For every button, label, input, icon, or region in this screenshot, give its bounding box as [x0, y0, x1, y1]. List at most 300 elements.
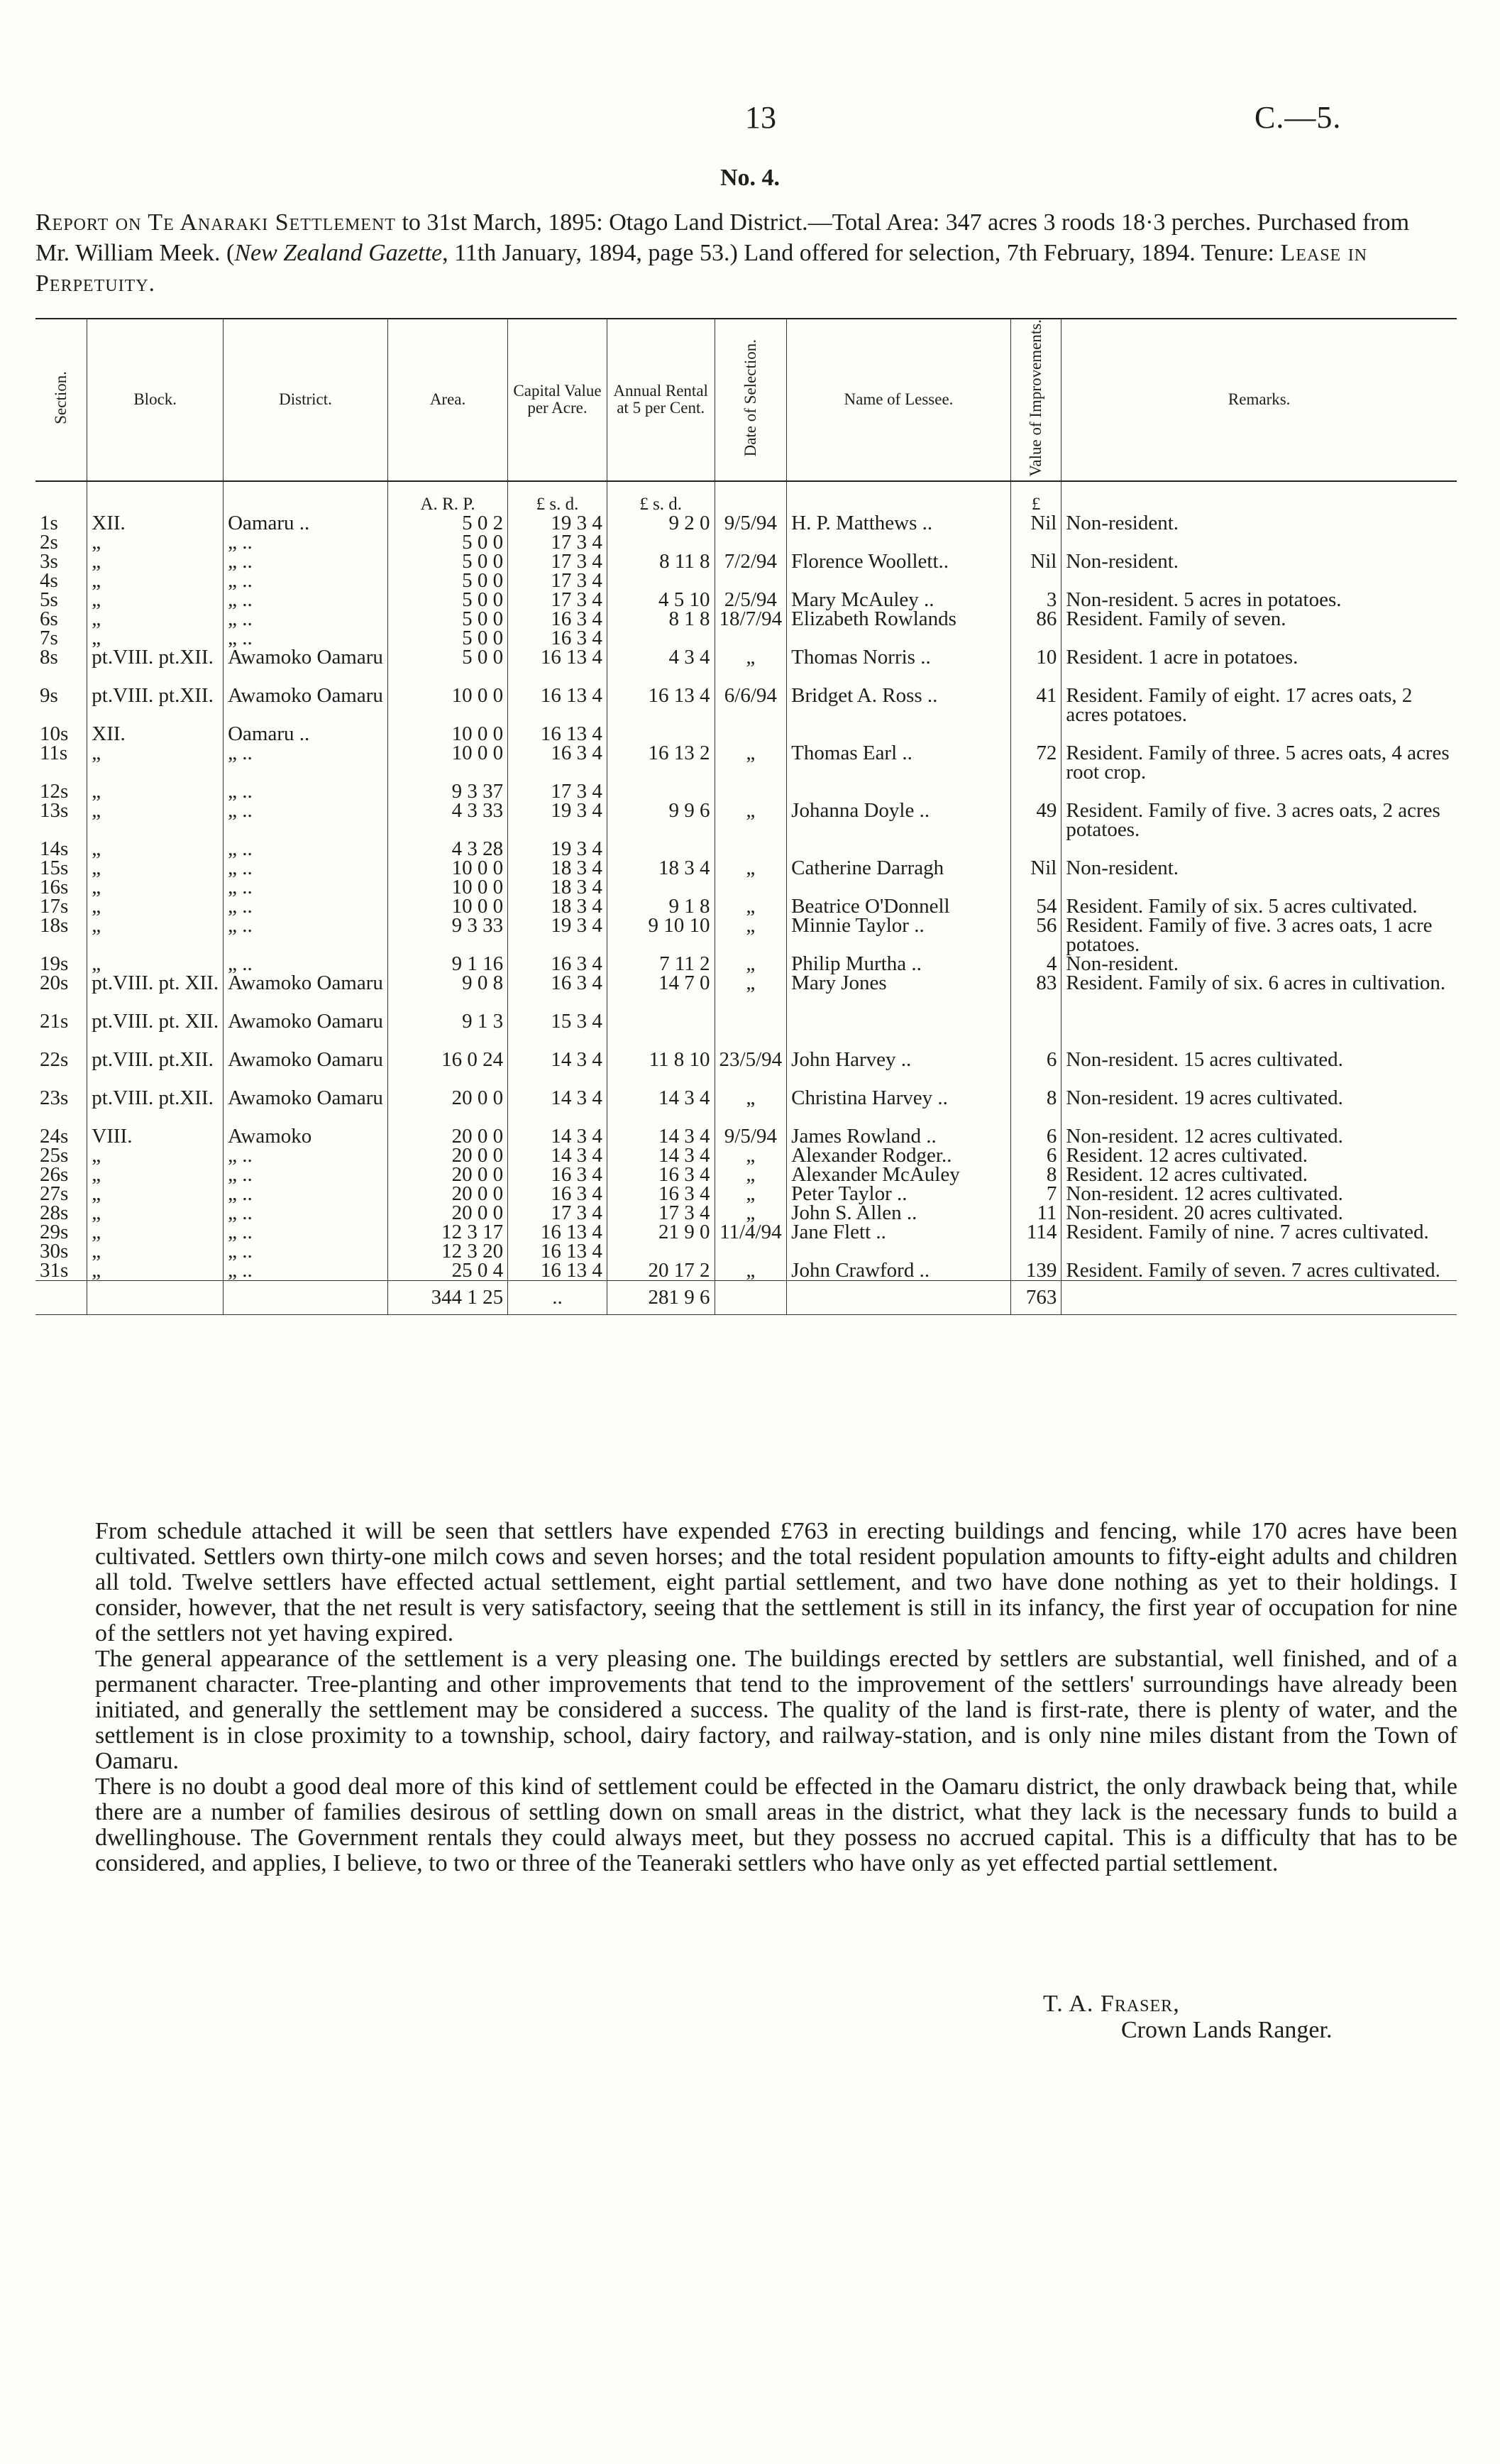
document-code: C.—5.: [1254, 100, 1342, 135]
area-cell: 9 1 16: [387, 955, 507, 974]
heading-text-2: , 11th January, 1894, page 53.) Land offered for selection, 7th February, 1894. Tenure:: [442, 240, 1281, 266]
date-cell: [715, 629, 787, 648]
table-header-row: [35, 319, 1457, 481]
rental-cell: 20 17 2: [607, 1261, 715, 1281]
lessee-cell: Alexander Rodger..: [787, 1146, 1011, 1165]
section-cell: 27s: [40, 1182, 69, 1205]
units-rental: £ s. d.: [607, 481, 715, 514]
district-cell: Awamoko Oamaru: [224, 686, 388, 725]
district-cell: „ ..: [224, 1261, 388, 1281]
block-cell: pt.VIII. pt.XII.: [87, 1050, 224, 1089]
section-cell: 12s: [40, 779, 69, 803]
rental-cell: [607, 878, 715, 897]
rental-cell: 11 8 10: [607, 1050, 715, 1089]
area-cell: 20 0 0: [387, 1165, 507, 1184]
improvements-cell: 56: [1010, 916, 1061, 955]
block-cell: „: [87, 629, 224, 648]
section-cell: 10s: [40, 722, 69, 745]
rental-cell: [607, 1242, 715, 1261]
date-cell: [715, 1012, 787, 1050]
block-cell: „: [87, 955, 224, 974]
improvements-cell: 10: [1010, 648, 1061, 686]
section-cell: 4s: [40, 568, 58, 592]
section-cell: 31s: [40, 1258, 69, 1282]
capital-value-cell: 19 3 4: [508, 840, 607, 859]
area-cell: 10 0 0: [387, 878, 507, 897]
area-cell: 20 0 0: [387, 1184, 507, 1204]
rental-cell: 8 11 8: [607, 552, 715, 571]
capital-value-cell: 16 13 4: [508, 1223, 607, 1242]
rental-cell: 9 9 6: [607, 801, 715, 840]
area-cell: 10 0 0: [387, 686, 507, 725]
date-cell: 18/7/94: [715, 610, 787, 629]
area-cell: 5 0 0: [387, 610, 507, 629]
header-capital-value: Capital Value per Acre.: [508, 319, 607, 481]
rental-cell: 4 5 10: [607, 590, 715, 610]
district-cell: Awamoko Oamaru: [224, 1012, 388, 1050]
lessee-cell: Beatrice O'Donnell: [787, 897, 1011, 916]
date-cell: „: [715, 1261, 787, 1281]
table-row: [35, 782, 1457, 801]
lessee-cell: [787, 840, 1011, 859]
capital-value-cell: 15 3 4: [508, 1012, 607, 1050]
date-cell: „: [715, 859, 787, 878]
header-annual-rental: Annual Rental at 5 per Cent.: [607, 319, 715, 481]
improvements-cell: 83: [1010, 974, 1061, 1012]
improvements-cell: 3: [1010, 590, 1061, 610]
district-cell: „ ..: [224, 840, 388, 859]
lessee-cell: Mary Jones: [787, 974, 1011, 1012]
table-row: [35, 552, 1457, 571]
date-cell: [715, 571, 787, 590]
lessee-cell: Peter Taylor ..: [787, 1184, 1011, 1204]
area-cell: 20 0 0: [387, 1089, 507, 1127]
rental-cell: 16 13 2: [607, 744, 715, 782]
block-cell: „: [87, 552, 224, 571]
table-row: [35, 1261, 1457, 1281]
capital-value-cell: 17 3 4: [508, 782, 607, 801]
section-cell: 17s: [40, 894, 69, 918]
table-row: [35, 1050, 1457, 1089]
capital-value-cell: 18 3 4: [508, 897, 607, 916]
rental-cell: 21 9 0: [607, 1223, 715, 1242]
section-cell: 16s: [40, 875, 69, 898]
district-cell: Oamaru ..: [224, 725, 388, 744]
section-cell: 6s: [40, 607, 58, 630]
table-row: [35, 648, 1457, 686]
district-cell: „ ..: [224, 571, 388, 590]
area-cell: 9 3 37: [387, 782, 507, 801]
rental-cell: 4 3 4: [607, 648, 715, 686]
remarks-cell: Non-resident.: [1061, 514, 1457, 533]
block-cell: „: [87, 610, 224, 629]
capital-value-cell: 16 3 4: [508, 629, 607, 648]
district-cell: Awamoko Oamaru: [224, 648, 388, 686]
district-cell: Oamaru ..: [224, 514, 388, 533]
header-block: Block.: [87, 319, 224, 481]
capital-value-cell: 17 3 4: [508, 533, 607, 552]
area-cell: 16 0 24: [387, 1050, 507, 1089]
lessee-cell: Bridget A. Ross ..: [787, 686, 1011, 725]
date-cell: [715, 725, 787, 744]
remarks-cell: [1061, 1012, 1457, 1050]
header-area: Area.: [387, 319, 507, 481]
section-cell: 29s: [40, 1220, 69, 1243]
table-row: [35, 571, 1457, 590]
table-row: [35, 1089, 1457, 1127]
section-cell: 26s: [40, 1162, 69, 1186]
area-cell: 5 0 0: [387, 590, 507, 610]
lessee-cell: Minnie Taylor ..: [787, 916, 1011, 955]
district-cell: „ ..: [224, 916, 388, 955]
area-cell: 12 3 20: [387, 1242, 507, 1261]
paragraph: There is no doubt a good deal more of this kind of settlement could be effected in the Oamaru district, the only drawback being that, while there are a number of families desirous of settling down on small areas in the district, what they lack is the necessary funds to build a dwellinghouse. The Government rentals they could always meet, but they possess no accrued capital. This is a difficulty that has to be considered, and applies, I believe, to two or three of the Teaneraki settlers who have only as yet effected partial settlement.: [95, 1773, 1457, 1876]
area-cell: 25 0 4: [387, 1261, 507, 1281]
remarks-cell: [1061, 629, 1457, 648]
area-cell: 9 0 8: [387, 974, 507, 1012]
improvements-cell: 49: [1010, 801, 1061, 840]
lessee-cell: [787, 1012, 1011, 1050]
capital-value-cell: 16 3 4: [508, 744, 607, 782]
table-row: [35, 974, 1457, 1012]
block-cell: „: [87, 1165, 224, 1184]
block-cell: pt.VIII. pt.XII.: [87, 686, 224, 725]
date-cell: „: [715, 955, 787, 974]
improvements-cell: [1010, 1012, 1061, 1050]
remarks-cell: Resident. Family of seven. 7 acres cultivated.: [1061, 1261, 1457, 1281]
block-cell: „: [87, 1223, 224, 1242]
remarks-cell: [1061, 725, 1457, 744]
table-row: [35, 533, 1457, 552]
date-cell: [715, 878, 787, 897]
improvements-cell: 41: [1010, 686, 1061, 725]
district-cell: „ ..: [224, 878, 388, 897]
lessee-cell: John S. Allen ..: [787, 1204, 1011, 1223]
district-cell: „ ..: [224, 552, 388, 571]
table-row: [35, 1012, 1457, 1050]
district-cell: „ ..: [224, 590, 388, 610]
district-cell: „ ..: [224, 1223, 388, 1242]
block-cell: XII.: [87, 514, 224, 533]
heading-tenure: Lease in Perpetuity.: [35, 240, 1368, 297]
table-row: [35, 610, 1457, 629]
remarks-cell: Resident. Family of nine. 7 acres cultivated.: [1061, 1223, 1457, 1242]
block-cell: „: [87, 533, 224, 552]
rental-cell: 9 10 10: [607, 916, 715, 955]
date-cell: „: [715, 974, 787, 1012]
block-cell: „: [87, 744, 224, 782]
area-cell: 20 0 0: [387, 1127, 507, 1146]
table-row: [35, 1127, 1457, 1146]
rental-cell: 16 3 4: [607, 1165, 715, 1184]
section-cell: 25s: [40, 1143, 69, 1167]
lessee-cell: Thomas Norris ..: [787, 648, 1011, 686]
improvements-cell: 139: [1010, 1261, 1061, 1281]
section-cell: 20s: [40, 971, 69, 994]
header-district: District.: [224, 319, 388, 481]
total-rental: 281 9 6: [607, 1280, 715, 1314]
rental-cell: 16 13 4: [607, 686, 715, 725]
block-cell: pt.VIII. pt.XII.: [87, 648, 224, 686]
improvements-cell: 6: [1010, 1127, 1061, 1146]
total-improvements: 763: [1010, 1280, 1061, 1314]
lessee-cell: Florence Woollett..: [787, 552, 1011, 571]
improvements-cell: [1010, 878, 1061, 897]
area-cell: 5 0 0: [387, 629, 507, 648]
block-cell: „: [87, 878, 224, 897]
improvements-cell: 11: [1010, 1204, 1061, 1223]
remarks-cell: Resident. Family of eight. 17 acres oats, 2 acres potatoes.: [1061, 686, 1457, 725]
rental-cell: [607, 725, 715, 744]
improvements-cell: 6: [1010, 1050, 1061, 1089]
totals-row: [35, 1280, 1457, 1314]
table-row: [35, 1184, 1457, 1204]
lessee-cell: [787, 533, 1011, 552]
date-cell: 23/5/94: [715, 1050, 787, 1089]
area-cell: 10 0 0: [387, 897, 507, 916]
report-body: [95, 1519, 1457, 1876]
section-cell: 21s: [40, 1009, 69, 1033]
lessee-cell: Mary McAuley ..: [787, 590, 1011, 610]
remarks-cell: Resident. Family of six. 5 acres cultivated.: [1061, 897, 1457, 916]
date-cell: „: [715, 1089, 787, 1127]
lessee-cell: Catherine Darragh: [787, 859, 1011, 878]
block-cell: „: [87, 916, 224, 955]
lessee-cell: Jane Flett ..: [787, 1223, 1011, 1242]
remarks-cell: Non-resident. 19 acres cultivated.: [1061, 1089, 1457, 1127]
table-row: [35, 1223, 1457, 1242]
improvements-cell: [1010, 782, 1061, 801]
lessee-cell: [787, 782, 1011, 801]
rental-cell: 9 2 0: [607, 514, 715, 533]
rental-cell: [607, 533, 715, 552]
district-cell: Awamoko: [224, 1127, 388, 1146]
improvements-cell: Nil: [1010, 514, 1061, 533]
date-cell: „: [715, 1184, 787, 1204]
block-cell: pt.VIII. pt. XII.: [87, 974, 224, 1012]
rental-cell: 18 3 4: [607, 859, 715, 878]
district-cell: Awamoko Oamaru: [224, 1050, 388, 1089]
table-row: [35, 629, 1457, 648]
lessee-cell: Thomas Earl ..: [787, 744, 1011, 782]
remarks-cell: Resident. Family of three. 5 acres oats, 4 acres root crop.: [1061, 744, 1457, 782]
rental-cell: [607, 782, 715, 801]
lessee-cell: James Rowland ..: [787, 1127, 1011, 1146]
improvements-cell: [1010, 629, 1061, 648]
lessee-cell: John Harvey ..: [787, 1050, 1011, 1089]
district-cell: „ ..: [224, 1184, 388, 1204]
area-cell: 10 0 0: [387, 744, 507, 782]
lessee-cell: [787, 571, 1011, 590]
remarks-cell: Non-resident. 20 acres cultivated.: [1061, 1204, 1457, 1223]
block-cell: VIII.: [87, 1127, 224, 1146]
district-cell: „ ..: [224, 744, 388, 782]
rental-cell: [607, 840, 715, 859]
remarks-cell: [1061, 1242, 1457, 1261]
settlement-schedule-table: [35, 318, 1457, 1315]
table-row: [35, 1242, 1457, 1261]
remarks-cell: Resident. Family of seven.: [1061, 610, 1457, 629]
block-cell: pt.VIII. pt.XII.: [87, 1089, 224, 1127]
section-cell: 24s: [40, 1124, 69, 1148]
lessee-cell: Alexander McAuley: [787, 1165, 1011, 1184]
remarks-cell: Non-resident.: [1061, 859, 1457, 878]
capital-value-cell: 16 13 4: [508, 725, 607, 744]
district-cell: „ ..: [224, 859, 388, 878]
lessee-cell: H. P. Matthews ..: [787, 514, 1011, 533]
date-cell: [715, 533, 787, 552]
remarks-cell: [1061, 533, 1457, 552]
district-cell: „ ..: [224, 897, 388, 916]
district-cell: „ ..: [224, 610, 388, 629]
lessee-cell: [787, 629, 1011, 648]
rental-cell: [607, 1012, 715, 1050]
improvements-cell: Nil: [1010, 859, 1061, 878]
date-cell: [715, 1242, 787, 1261]
remarks-cell: Resident. 12 acres cultivated.: [1061, 1165, 1457, 1184]
improvements-cell: [1010, 725, 1061, 744]
remarks-cell: [1061, 782, 1457, 801]
block-cell: „: [87, 859, 224, 878]
district-cell: „ ..: [224, 801, 388, 840]
date-cell: 9/5/94: [715, 1127, 787, 1146]
table-row: [35, 840, 1457, 859]
capital-value-cell: 16 13 4: [508, 1261, 607, 1281]
header-remarks: Remarks.: [1061, 319, 1457, 481]
district-cell: „ ..: [224, 782, 388, 801]
remarks-cell: [1061, 840, 1457, 859]
section-cell: 8s: [40, 645, 58, 669]
district-cell: Awamoko Oamaru: [224, 1089, 388, 1127]
table-row: [35, 1204, 1457, 1223]
table-row: [35, 514, 1457, 533]
table-row: [35, 744, 1457, 782]
capital-value-cell: 19 3 4: [508, 916, 607, 955]
capital-value-cell: 14 3 4: [508, 1050, 607, 1089]
date-cell: 2/5/94: [715, 590, 787, 610]
table-row: [35, 1146, 1457, 1165]
table-row: [35, 897, 1457, 916]
remarks-cell: Non-resident. 5 acres in potatoes.: [1061, 590, 1457, 610]
area-cell: 9 1 3: [387, 1012, 507, 1050]
table-row: [35, 686, 1457, 725]
district-cell: „ ..: [224, 1146, 388, 1165]
improvements-cell: 54: [1010, 897, 1061, 916]
date-cell: „: [715, 916, 787, 955]
rental-cell: 14 3 4: [607, 1089, 715, 1127]
lessee-cell: [787, 725, 1011, 744]
date-cell: „: [715, 1165, 787, 1184]
lessee-cell: John Crawford ..: [787, 1261, 1011, 1281]
lessee-cell: Elizabeth Rowlands: [787, 610, 1011, 629]
report-number: No. 4.: [720, 165, 781, 191]
total-capital: ..: [508, 1280, 607, 1314]
area-cell: 12 3 17: [387, 1223, 507, 1242]
improvements-cell: 114: [1010, 1223, 1061, 1242]
capital-value-cell: 16 3 4: [508, 955, 607, 974]
table-row: [35, 725, 1457, 744]
area-cell: 4 3 28: [387, 840, 507, 859]
lessee-cell: Christina Harvey ..: [787, 1089, 1011, 1127]
table-row: [35, 590, 1457, 610]
improvements-cell: [1010, 571, 1061, 590]
improvements-cell: [1010, 1242, 1061, 1261]
section-cell: 11s: [40, 741, 68, 764]
rental-cell: 14 7 0: [607, 974, 715, 1012]
capital-value-cell: 16 3 4: [508, 610, 607, 629]
remarks-cell: Resident. Family of six. 6 acres in cultivation.: [1061, 974, 1457, 1012]
block-cell: „: [87, 897, 224, 916]
remarks-cell: Non-resident. 12 acres cultivated.: [1061, 1184, 1457, 1204]
capital-value-cell: 17 3 4: [508, 571, 607, 590]
header-improvements: Value of Improvements.: [1010, 319, 1061, 481]
block-cell: „: [87, 1204, 224, 1223]
district-cell: „ ..: [224, 629, 388, 648]
section-cell: 2s: [40, 530, 58, 554]
capital-value-cell: 14 3 4: [508, 1127, 607, 1146]
units-row: [35, 481, 1457, 514]
area-cell: 20 0 0: [387, 1204, 507, 1223]
district-cell: „ ..: [224, 1204, 388, 1223]
improvements-cell: 4: [1010, 955, 1061, 974]
table-row: [35, 1165, 1457, 1184]
paragraph: The general appearance of the settlement is a very pleasing one. The buildings erected by settlers are substantial, well finished, and of a permanent character. Tree-planting and other improvements that tend to the improvement of the settlers' surroundings have already been initiated, and generally the settlement may be considered a success. The quality of the land is first-rate, there is plenty of water, and the settlement is in close proximity to a township, school, dairy factory, and railway-station, and is only nine miles distant from the Town of Oamaru.: [95, 1646, 1457, 1774]
area-cell: 10 0 0: [387, 725, 507, 744]
lessee-cell: Philip Murtha ..: [787, 955, 1011, 974]
rental-cell: [607, 571, 715, 590]
area-cell: 5 0 0: [387, 533, 507, 552]
date-cell: [715, 840, 787, 859]
table-row: [35, 878, 1457, 897]
capital-value-cell: 16 3 4: [508, 974, 607, 1012]
date-cell: [715, 782, 787, 801]
section-cell: 18s: [40, 913, 69, 937]
paragraph: From schedule attached it will be seen that settlers have expended £763 in erecting buildings and fencing, while 170 acres have been cultivated. Settlers own thirty-one milch cows and seven horses; and the total resident population amounts to fifty-eight adults and children all told. Twelve settlers have effected actual settlement, eight partial settlement, and two have done nothing as yet to their holdings. I consider, however, that the net result is very satisfactory, seeing that the settlement is still in its infancy, the first year of occupation for nine of the settlers not yet having expired.: [95, 1518, 1457, 1646]
section-cell: 15s: [40, 856, 69, 879]
district-cell: „ ..: [224, 533, 388, 552]
table-row: [35, 916, 1457, 955]
section-cell: 28s: [40, 1201, 69, 1224]
header-lessee: Name of Lessee.: [787, 319, 1011, 481]
improvements-cell: [1010, 840, 1061, 859]
total-area: 344 1 25: [387, 1280, 507, 1314]
area-cell: 9 3 33: [387, 916, 507, 955]
header-date-of-selection: Date of Selection.: [715, 319, 787, 481]
capital-value-cell: 17 3 4: [508, 590, 607, 610]
table-row: [35, 801, 1457, 840]
remarks-cell: Non-resident. 15 acres cultivated.: [1061, 1050, 1457, 1089]
rental-cell: [607, 629, 715, 648]
heading-text-1: to 31st March, 1895: Otago Land District.—Total Area: 347 acres 3 roods 18·3 perches. Purchased from Mr. William Meek. (: [35, 209, 1410, 266]
improvements-cell: 6: [1010, 1146, 1061, 1165]
improvements-cell: 8: [1010, 1165, 1061, 1184]
capital-value-cell: 14 3 4: [508, 1146, 607, 1165]
improvements-cell: 72: [1010, 744, 1061, 782]
area-cell: 5 0 0: [387, 648, 507, 686]
area-cell: 4 3 33: [387, 801, 507, 840]
block-cell: „: [87, 801, 224, 840]
district-cell: „ ..: [224, 955, 388, 974]
table-row: [35, 955, 1457, 974]
improvements-cell: 7: [1010, 1184, 1061, 1204]
capital-value-cell: 19 3 4: [508, 801, 607, 840]
block-cell: „: [87, 782, 224, 801]
date-cell: „: [715, 1146, 787, 1165]
heading-title: Report on Te Anaraki Settlement: [35, 209, 396, 236]
capital-value-cell: 16 3 4: [508, 1165, 607, 1184]
remarks-cell: Resident. 12 acres cultivated.: [1061, 1146, 1457, 1165]
remarks-cell: Non-resident.: [1061, 552, 1457, 571]
